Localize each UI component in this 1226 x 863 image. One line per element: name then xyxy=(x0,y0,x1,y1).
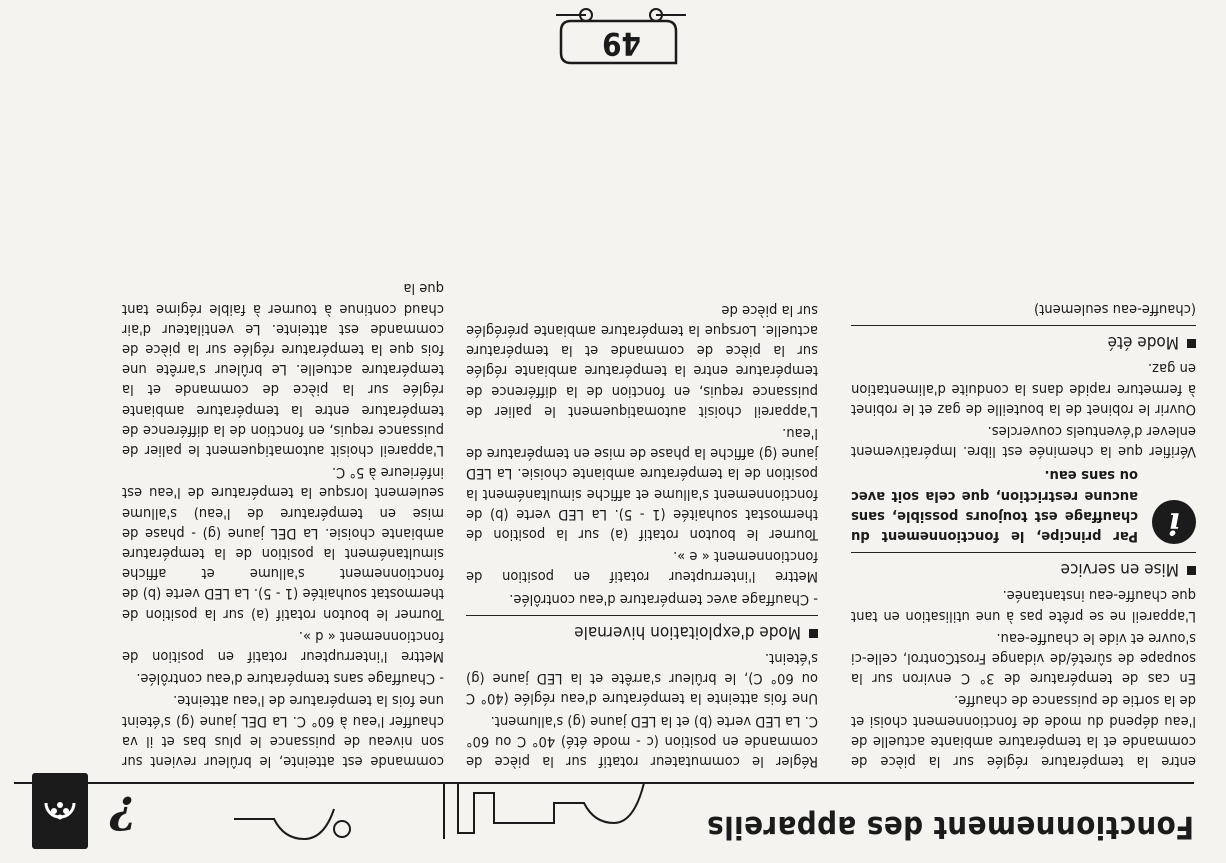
paragraph: entre la température réglée sur la pièce de commande et la température ambiante actuelle de l'eau dépend du mode de fonctionnement choisi et de la sortie de puissance de chauffe. xyxy=(851,692,1196,770)
paragraph: L'appareil choisit automatiquement le palier de puissance requis, en fonction de la différence de température entre la température ambiante réglée sur la pièce de commande et la température actuelle. Le brûleur s'arrête une fois que la température réglée sur la pièce de commande est atteinte. Le ventilateur d'air chaud continue à tourner à faible régime tant que la xyxy=(122,280,444,459)
square-bullet-icon xyxy=(1187,566,1196,575)
paragraph: - Chauffage sans température d'eau contrôlée. xyxy=(136,670,444,688)
section-heading-mode-hiver: Mode d'exploitation hivernale xyxy=(466,615,818,642)
question-mark-icon: ? xyxy=(109,786,137,840)
section-heading-mise-en-service: Mise en service xyxy=(851,552,1196,579)
flame-gauge-icon xyxy=(32,773,88,849)
square-bullet-icon xyxy=(1187,339,1196,348)
paragraph: Tourner le bouton rotatif (a) sur la position de thermostat souhaitée (1 - 5). La LED verte (b) de fonctionnement s'allume et affiche simultanément la position de la température ambiante choisie. La DEL jaune (g) - phase de mise en température de l'eau) s'allume seulement lorsque la température de l'eau est inférieure à 5° C. xyxy=(122,464,444,623)
paragraph: Régler le commutateur rotatif sur la pièce de commande en position (c - mode été) 40° C ou 60° C. La LED verte (b) et la LED jaune (g) s'allument. xyxy=(466,712,818,770)
paragraph: L'appareil choisit automatiquement le palier de puissance requis, en fonction de la différence de température entre la température ambiante réglée sur la pièce de commande et la température actuelle. Lorsque la température ambiante préréglée sur la pièce de xyxy=(466,301,818,420)
column-3 xyxy=(122,276,444,771)
info-note-text: Par principe, le fonctionnement du chauffage est toujours possible, sans aucune restriction, que cela soit avec ou sans eau. xyxy=(851,467,1138,545)
paragraph: Mettre l'interrupteur rotatif en position de fonctionnement « e ». xyxy=(466,548,818,586)
column-2 xyxy=(466,298,818,771)
info-icon: i xyxy=(1152,500,1196,544)
square-bullet-icon xyxy=(809,629,818,638)
paragraph: Tourner le bouton rotatif (a) sur la position de thermostat souhaitée (1 - 5). La LED verte (b) de fonctionnement s'allume et affiche simultanément la position de la température ambiante choisie. La LED jaune (g) affiche la phase de mise en température de l'eau. xyxy=(466,424,818,543)
paragraph: Vérifier que la cheminée est libre. Impérativement enlever d'éventuels couvercles. xyxy=(851,422,1196,461)
info-note xyxy=(851,465,1196,546)
paragraph: Mettre l'interrupteur rotatif en position de fonctionnement « d ». xyxy=(122,627,444,665)
paragraph: L'appareil ne se prête pas à une utilisation en tant que chauffe-eau instantanée. xyxy=(851,587,1196,625)
header-icons xyxy=(14,769,164,855)
paragraph: (chauffe-eau seulement) xyxy=(1034,300,1196,318)
paragraph: En cas de température de 3° C environ sur la soupape de sûreté/de vidange FrostControl, celle-ci s'ouvre et vide le chauffe-eau. xyxy=(851,629,1196,688)
page-number-badge xyxy=(546,7,696,85)
paragraph: commande est atteinte, le brûleur revient sur son niveau de puissance le plus bas et il va chauffer l'eau à 60° C. La DEL jaune (g) s'éteint une fois la température de l'eau atteinte. xyxy=(122,692,444,770)
paragraph: Une fois atteinte la température d'eau réglée (40° C ou 60° C), le brûleur s'arrête et la LED jaune (g) s'éteint. xyxy=(466,649,818,708)
paragraph: - Chauffage avec température d'eau contrôlée. xyxy=(509,590,818,608)
page-header xyxy=(14,769,1204,859)
page-number: 49 xyxy=(602,25,641,61)
paragraph: Ouvrir le robinet de la bouteille de gaz et le robinet à fermeture rapide dans la conduite d'alimentation en gaz. xyxy=(851,360,1196,418)
section-heading-mode-ete: Mode été xyxy=(851,325,1196,352)
header-title: Fonctionnement des appareils xyxy=(706,809,1194,845)
column-1 xyxy=(851,297,1196,771)
